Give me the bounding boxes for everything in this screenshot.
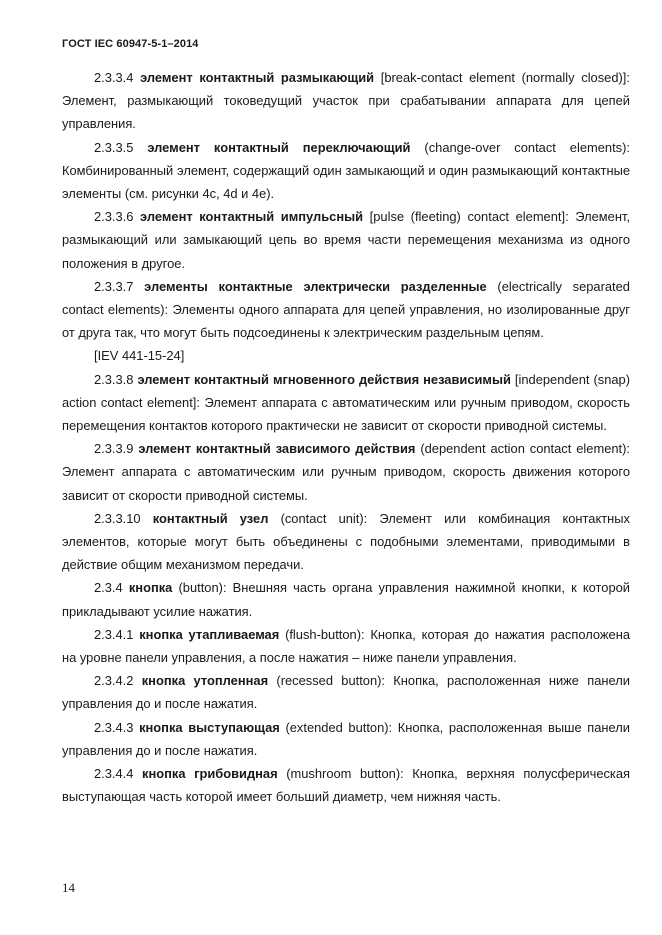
definition-text: (change-over contact elements): Комбинированный элемент, содержащий один замыкающий и один размыкающий контактные элементы (см. рисунки 4c, 4d и 4e). — [62, 139, 630, 202]
term: элементы контактные электрически разделенные — [144, 278, 487, 294]
definition-2-3-4-3 — [62, 716, 630, 762]
clause-number: 2.3.3.9 — [94, 441, 134, 457]
term: элемент контактный размыкающий — [140, 70, 375, 85]
clause-number: 2.3.4.4 — [94, 766, 134, 782]
term: элемент контактный мгновенного действия независимый — [137, 371, 511, 387]
definition-2-3-4 — [62, 576, 630, 622]
definition-text: (mushroom button): Кнопка, верхняя полусферическая выступающая часть которой имеет больший диаметр, чем нижняя часть. — [62, 766, 631, 805]
definition-text: [independent (snap) action contact element]: Элемент аппарата с автоматическим или ручным приводом, скорость перемещения контактов которого практически не зависит от скорости приводной системы. — [62, 371, 630, 434]
definition-2-3-3-7 — [62, 275, 630, 345]
iev-reference — [62, 344, 630, 367]
definition-text: (extended button): Кнопка, расположенная выше панели управления до и после нажатия. — [62, 719, 630, 758]
term: кнопка утапливаемая — [139, 626, 280, 642]
definition-text: [pulse (fleeting) contact element]: Элемент, размыкающий или замыкающий цепь во время части перемещения механизма из одного положения в другое. — [62, 209, 630, 271]
definition-2-3-4-4 — [62, 762, 630, 808]
clause-number: 2.3.3.10 — [94, 510, 141, 526]
definition-text: [break-contact element (normally closed)]: Элемент, размыкающий токоведущий участок при срабатывании аппарата для цепей управления. — [62, 70, 630, 132]
clause-number: 2.3.4.3 — [94, 719, 134, 735]
clause-number: 2.3.4.2 — [94, 673, 134, 689]
definition-text: (flush-button): Кнопка, которая до нажатия расположена на уровне панели управления, а после нажатия – ниже панели управления. — [62, 626, 630, 666]
term: элемент контактный зависимого действия — [138, 441, 416, 457]
term: кнопка утопленная — [141, 673, 269, 689]
page-number: 14 — [62, 880, 75, 895]
definition-text: (electrically separated contact elements): Элементы одного аппарата для цепей управления, но изолированные друг от друга так, что могут быть подсоединены к электрическим раздельным цепям. — [62, 278, 630, 341]
clause-number: 2.3.4 — [94, 580, 123, 596]
definition-2-3-3-10 — [62, 507, 630, 577]
term: кнопка грибовидная — [142, 766, 278, 782]
definition-2-3-3-9 — [62, 437, 630, 507]
definition-text: (button): Внешняя часть органа управления нажимной кнопки, к которой прикладывают усилие нажатия. — [62, 580, 630, 619]
term: кнопка — [128, 580, 173, 596]
definition-2-3-4-2 — [62, 669, 630, 715]
clause-number: 2.3.3.8 — [94, 371, 134, 387]
clause-number: 2.3.3.7 — [94, 278, 134, 294]
definition-2-3-3-5 — [62, 136, 630, 206]
clause-number: 2.3.3.4 — [94, 70, 134, 85]
clause-number: 2.3.4.1 — [94, 626, 134, 642]
definition-2-3-4-1 — [62, 623, 630, 669]
document-header: ГОСТ IEC 60947-5-1–2014 — [62, 38, 199, 50]
clause-number: 2.3.3.5 — [94, 139, 134, 155]
definition-2-3-3-4 — [62, 66, 630, 136]
clause-number: 2.3.3.6 — [94, 209, 134, 225]
reference-text: [IEV 441-15-24] — [94, 348, 185, 364]
term: элемент контактный импульсный — [140, 209, 364, 225]
definition-text: (dependent action contact element): Элемент аппарата с автоматическим или ручным приводом, скорость движения которого зависит от скорости приводной системы. — [62, 441, 630, 503]
term: элемент контактный переключающий — [147, 139, 411, 155]
definition-2-3-3-8 — [62, 368, 630, 438]
definition-2-3-3-6 — [62, 205, 630, 275]
definition-text: (contact unit): Элемент или комбинация контактных элементов, которые могут быть объединены с подобными элементами, приводимыми в действие общим механизмом передачи. — [62, 510, 630, 573]
definition-text: (recessed button): Кнопка, расположенная ниже панели управления до и после нажатия. — [62, 673, 630, 712]
term: контактный узел — [152, 510, 269, 526]
document-body — [62, 66, 630, 809]
term: кнопка выступающая — [139, 719, 280, 735]
